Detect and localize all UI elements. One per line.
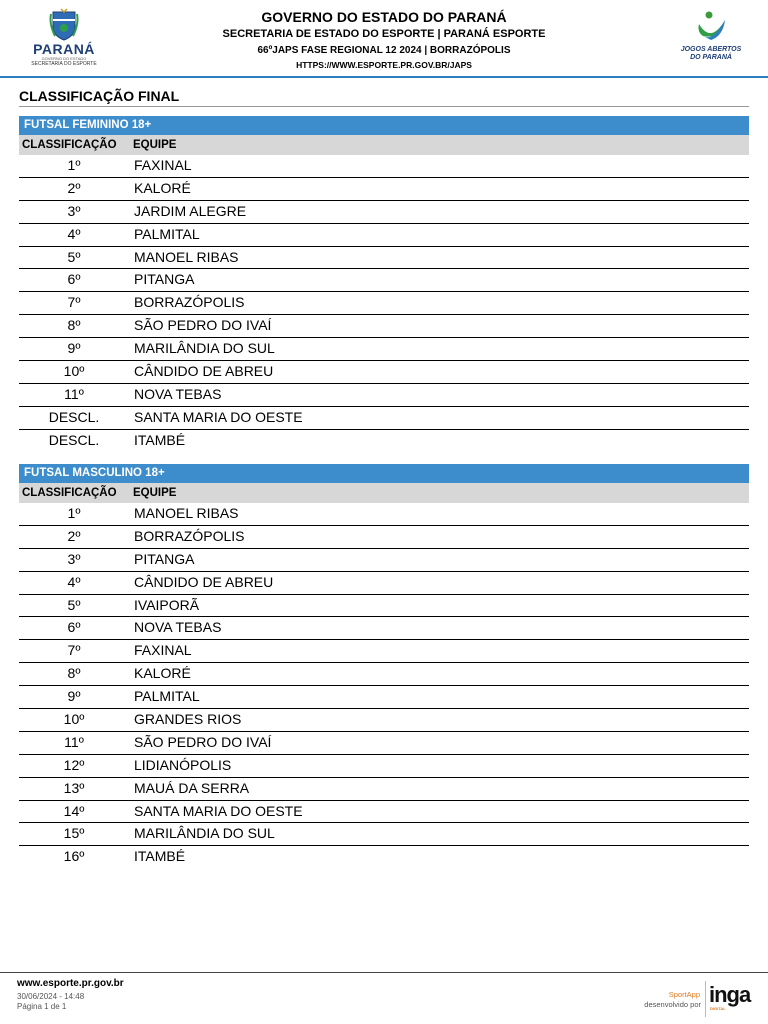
page-header — [0, 0, 768, 78]
column-header-position: CLASSIFICAÇÃO — [22, 139, 117, 151]
team-cell: MANOEL RIBAS — [134, 248, 239, 265]
table-row — [19, 732, 749, 755]
position-cell: 8º — [67, 665, 81, 682]
table-row — [19, 292, 749, 315]
parana-brand-text: PARANÁ — [33, 41, 95, 57]
footer-divider — [705, 981, 706, 1017]
team-cell: PALMITAL — [134, 688, 200, 705]
team-cell: SANTA MARIA DO OESTE — [134, 802, 303, 819]
table-row — [19, 572, 749, 595]
table-row — [19, 595, 749, 618]
position-cell: 4º — [67, 225, 81, 242]
position-cell: 2º — [67, 527, 81, 544]
parana-government-logo — [24, 8, 104, 68]
table-row — [19, 361, 749, 384]
footer-sportapp-label: SportApp — [668, 990, 700, 999]
table-row — [19, 846, 749, 869]
team-cell: FAXINAL — [134, 157, 192, 173]
team-cell: MARILÂNDIA DO SUL — [134, 340, 275, 357]
position-cell: 16º — [63, 848, 85, 865]
page-footer — [0, 972, 768, 1024]
table-row — [19, 201, 749, 224]
team-cell: ITAMBÉ — [134, 431, 186, 448]
position-cell: 1º — [67, 505, 81, 521]
team-cell: BORRAZÓPOLIS — [134, 294, 245, 311]
team-cell: MARILÂNDIA DO SUL — [134, 825, 275, 842]
table-row — [19, 315, 749, 338]
team-cell: SÃO PEDRO DO IVAÍ — [134, 317, 272, 334]
table-row — [19, 430, 749, 453]
table-row — [19, 503, 749, 526]
table-row — [19, 617, 749, 640]
team-cell: CÂNDIDO DE ABREU — [134, 573, 274, 590]
table-row — [19, 686, 749, 709]
inga-logo-subtext: DIGITAL — [710, 1006, 726, 1011]
team-cell: MAUÁ DA SERRA — [134, 779, 250, 796]
table-row — [19, 269, 749, 292]
team-cell: PALMITAL — [134, 225, 200, 242]
table-row — [19, 407, 749, 430]
header-secretary-title: SECRETARIA DE ESTADO DO ESPORTE | PARANÁ ESPORTE — [222, 28, 546, 40]
column-header-position: CLASSIFICAÇÃO — [22, 487, 117, 499]
parana-department-text: SECRETARIA DO ESPORTE — [31, 61, 97, 67]
category-header: FUTSAL FEMININO 18+ — [19, 116, 749, 135]
position-cell: DESCL. — [48, 408, 100, 425]
table-row — [19, 823, 749, 846]
position-cell: 14º — [63, 802, 85, 819]
results-table-futsal-masculino — [19, 464, 749, 869]
table-row — [19, 384, 749, 407]
table-body — [19, 155, 749, 453]
team-cell: LIDIANÓPOLIS — [134, 756, 232, 773]
position-cell: 9º — [67, 340, 81, 357]
footer-site-link[interactable]: www.esporte.pr.gov.br — [17, 978, 124, 989]
table-row — [19, 709, 749, 732]
position-cell: 11º — [64, 733, 84, 750]
column-header-team: EQUIPE — [133, 487, 177, 499]
jogos-abertos-logo — [676, 10, 746, 68]
team-cell: GRANDES RIOS — [134, 711, 242, 728]
team-cell: FAXINAL — [134, 642, 192, 659]
position-cell: 9º — [67, 688, 81, 705]
position-cell: 10º — [63, 363, 85, 380]
team-cell: NOVA TEBAS — [134, 619, 222, 636]
table-row — [19, 755, 749, 778]
position-cell: 8º — [67, 317, 81, 334]
jogos-abertos-athlete-icon — [693, 10, 729, 46]
column-header-team: EQUIPE — [133, 139, 177, 151]
position-cell: DESCL. — [48, 431, 100, 448]
team-cell: NOVA TEBAS — [134, 385, 222, 402]
position-cell: 7º — [67, 642, 81, 659]
table-row — [19, 224, 749, 247]
position-cell: 6º — [67, 619, 81, 636]
table-row — [19, 155, 749, 178]
column-header-row — [19, 483, 749, 503]
parana-coat-of-arms-icon — [49, 8, 79, 42]
team-cell: SANTA MARIA DO OESTE — [134, 408, 303, 425]
team-cell: KALORÉ — [134, 179, 191, 196]
table-row — [19, 247, 749, 270]
team-cell: PITANGA — [134, 550, 195, 567]
header-url: HTTPS://WWW.ESPORTE.PR.GOV.BR/JAPS — [296, 60, 472, 70]
position-cell: 5º — [67, 596, 81, 613]
team-cell: IVAIPORÃ — [134, 596, 200, 613]
column-header-row — [19, 135, 749, 155]
header-text-block — [180, 8, 588, 72]
page-title: CLASSIFICAÇÃO FINAL — [19, 88, 749, 107]
position-cell: 3º — [67, 202, 81, 219]
position-cell: 7º — [67, 294, 81, 311]
category-header: FUTSAL MASCULINO 18+ — [19, 464, 749, 483]
position-cell: 5º — [67, 248, 81, 265]
table-row — [19, 338, 749, 361]
position-cell: 4º — [67, 573, 81, 590]
position-cell: 13º — [63, 779, 85, 796]
table-body — [19, 503, 749, 869]
table-row — [19, 663, 749, 686]
position-cell: 3º — [67, 550, 81, 567]
table-row — [19, 640, 749, 663]
table-row — [19, 178, 749, 201]
position-cell: 12º — [63, 756, 85, 773]
team-cell: KALORÉ — [134, 665, 191, 682]
team-cell: CÂNDIDO DE ABREU — [134, 363, 274, 380]
team-cell: PITANGA — [134, 271, 195, 288]
position-cell: 15º — [63, 825, 85, 842]
footer-datetime: 30/06/2024 - 14:48 — [17, 992, 85, 1001]
table-row — [19, 549, 749, 572]
results-table-futsal-feminino — [19, 116, 749, 453]
position-cell: 2º — [67, 179, 81, 196]
parana-brand-subtext: GOVERNO DO ESTADO — [41, 56, 87, 61]
position-cell: 6º — [67, 271, 81, 288]
table-row — [19, 526, 749, 549]
team-cell: MANOEL RIBAS — [134, 505, 239, 521]
position-cell: 10º — [63, 711, 85, 728]
jogos-abertos-line1: JOGOS ABERTOS — [680, 46, 742, 53]
team-cell: ITAMBÉ — [134, 848, 186, 865]
team-cell: SÃO PEDRO DO IVAÍ — [134, 733, 272, 750]
position-cell: 1º — [67, 157, 81, 173]
position-cell: 11º — [64, 385, 84, 402]
table-row — [19, 778, 749, 801]
team-cell: JARDIM ALEGRE — [134, 202, 247, 219]
inga-logo: inga — [709, 982, 751, 1007]
footer-page-number: Página 1 de 1 — [17, 1002, 67, 1011]
header-government-title: GOVERNO DO ESTADO DO PARANÁ — [261, 9, 507, 25]
jogos-abertos-line2: DO PARANÁ — [690, 54, 732, 61]
table-row — [19, 801, 749, 824]
footer-developed-by: desenvolvido por — [644, 1000, 701, 1009]
team-cell: BORRAZÓPOLIS — [134, 527, 245, 544]
header-event-title: 66ºJAPS FASE REGIONAL 12 2024 | BORRAZÓPOLIS — [257, 45, 511, 56]
